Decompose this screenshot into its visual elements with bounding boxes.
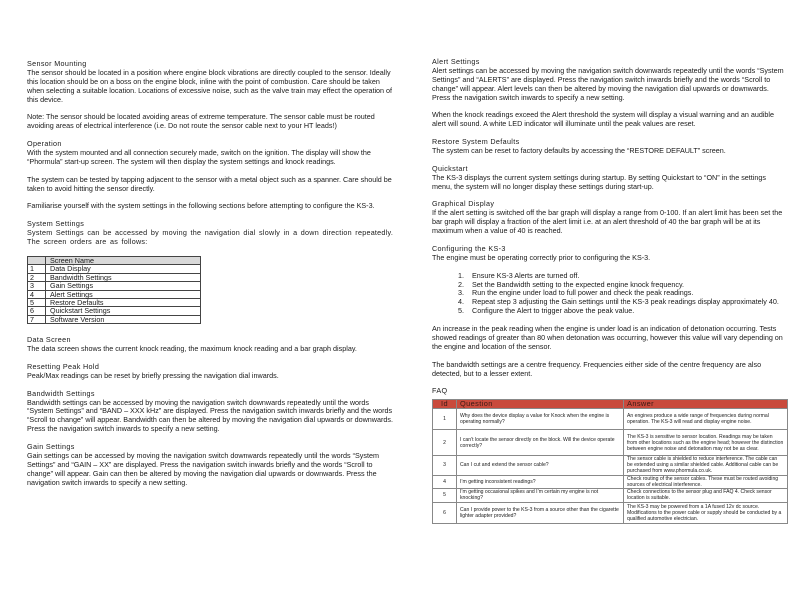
heading-alert-settings: Alert Settings	[432, 57, 480, 66]
paragraph: Gain settings can be accessed by moving the navigation switch downwards repeatedly until the words “System Settings” and “GAIN – XX” are displayed. Press the navigation switch inwards briefly and the words “Scroll to change” will appear. Gain can then be altered by moving the navigation dial upwards or downwards. Press the navigation switch inwards to specify a new setting.	[27, 450, 379, 487]
screen-name: Quickstart Settings	[46, 307, 201, 315]
faq-id: 6	[433, 502, 457, 523]
section-graphical-display	[432, 200, 787, 236]
paragraph: With the system mounted and all connection securely made, switch on the ignition. The display will show the “Phormula” start-up screen. The system will then display the system settings and knock readings.	[27, 148, 371, 166]
faq-header-row	[433, 400, 788, 409]
heading-faq: FAQ	[432, 386, 448, 396]
table-row	[433, 502, 788, 523]
faq-id: 1	[433, 409, 457, 430]
faq-question: I’m getting inconsistent readings?	[457, 475, 624, 488]
paragraph: The system can be tested by tapping adjacent to the sensor with a metal object such as a spanner. Care should be taken to avoid hitting the sensor directly.	[27, 174, 392, 193]
paragraph: When the knock readings exceed the Alert threshold the system will display a visual warning and an audible alert will sound. A white LED indicator will illuminate until the peak values are reset.	[432, 110, 774, 129]
row-number: 6	[28, 307, 46, 315]
faq-question: I’m getting occasional spikes and I’m certain my engine is not knocking?	[457, 488, 624, 502]
table-row	[433, 430, 788, 456]
screen-name: Gain Settings	[46, 282, 201, 290]
heading-resetting-peak-hold: Resetting Peak Hold	[27, 361, 100, 371]
faq-header-question: Question	[457, 400, 624, 409]
paragraph: Bandwidth settings can be accessed by moving the navigation switch downwards repeatedly until the words “System Settings” and “BAND – XXX kHz” are displayed. Press the navigation switch inwards briefly and the words “Scroll to change” will appear. Bandwidth can then be altered by moving the navigation dial upwards or downwards. Press the navigation switch inwards to specify a new setting.	[27, 397, 393, 434]
section-operation	[27, 140, 395, 211]
faq-question: I can’t locate the sensor directly on the block. Will the device operate correctly?	[457, 430, 624, 456]
paragraph: The engine must be operating correctly prior to configuring the KS-3.	[432, 252, 651, 262]
paragraph-note: Note: The sensor should be located avoiding areas of extreme temperature. The sensor cable must be routed avoiding areas of electrical interference (i.e. Do not route the sensor cable next to your HT leads!)	[27, 112, 375, 131]
faq-table	[432, 399, 788, 523]
paragraph: An increase in the peak reading when the engine is under load is an indication of detonation occurring. Tests showed readings of greater than 80 when detonation was occurring, however this value will vary depending on the engine and location of the sensor.	[432, 324, 783, 351]
faq-id: 5	[433, 488, 457, 502]
paragraph: Familiarise yourself with the system settings in the following sections before attempting to configure the KS-3.	[27, 201, 375, 211]
section-bandwidth-settings	[27, 390, 395, 435]
heading-data-screen: Data Screen	[27, 335, 71, 345]
section-faq	[432, 387, 787, 523]
row-number: 1	[28, 265, 46, 273]
section-sensor-mounting	[27, 60, 395, 131]
section-system-settings	[27, 220, 395, 324]
section-resetting-peak-hold	[27, 363, 395, 381]
section-configuring	[432, 245, 787, 379]
faq-question: Can I provide power to the KS-3 from a source other than the cigarette lighter adapter provided?	[457, 502, 624, 523]
table-header-screen-name: Screen Name	[46, 256, 201, 264]
heading-system-settings: System Settings	[27, 219, 85, 229]
screen-name: Restore Defaults	[46, 298, 201, 306]
faq-answer: An engines produce a wide range of frequencies during normal operation. The KS-3 will read and display engine noise.	[624, 409, 788, 430]
row-number: 2	[28, 273, 46, 281]
table-row	[433, 475, 788, 488]
table-row	[28, 315, 201, 323]
heading-operation: Operation	[27, 139, 62, 149]
section-gain-settings	[27, 443, 395, 488]
table-row	[433, 456, 788, 475]
section-quickstart	[432, 165, 787, 192]
list-item: 5. Configure the Alert to trigger above the peak value.	[466, 307, 787, 316]
table-row	[28, 265, 201, 273]
table-row	[433, 409, 788, 430]
section-restore-defaults	[432, 138, 787, 156]
paragraph: The bandwidth settings are a centre frequency. Frequencies either side of the centre frequency are also detected, but to a lesser extent.	[432, 359, 762, 378]
faq-answer: The sensor cable is shielded to reduce interference. The cable can be extended using a similar shielded cable. Additional cable can be purchased from www.phormula.co.uk.	[624, 456, 788, 475]
paragraph: Alert settings can be accessed by moving the navigation switch downwards repeatedly until the words “System Settings” and “ALERTS” are displayed. Press the navigation switch inwards briefly and the words “Scroll to change” will appear. Alert levels can then be altered by moving the navigation dial upwards or downwards. Press the navigation switch inwards to specify a new setting.	[432, 65, 784, 102]
faq-question: Can I cut and extend the sensor cable?	[457, 456, 624, 475]
faq-id: 2	[433, 430, 457, 456]
table-row	[28, 282, 201, 290]
list-item: 1. Ensure KS-3 Alerts are turned off.	[466, 272, 787, 281]
paragraph: The system can be reset to factory defaults by accessing the “RESTORE DEFAULT” screen.	[432, 146, 726, 156]
row-number: 7	[28, 315, 46, 323]
right-column	[432, 58, 787, 533]
screen-name: Bandwidth Settings	[46, 273, 201, 281]
heading-graphical-display: Graphical Display	[432, 199, 495, 209]
paragraph: The sensor should be located in a position where engine block vibrations are directly coupled to the sensor. Ideally this location should be on a boss on the engine block, inline with the point of combustion. Care should be taken when selecting a suitable location. Locations of excessive noise, such as the valve train may effect the operation of this device.	[27, 67, 393, 104]
list-item: 3. Run the engine under load to full power and check the peak readings.	[466, 289, 787, 298]
faq-answer: Check routing of the sensor cables. These must be routed avoiding sources of electrical interference.	[624, 475, 788, 488]
row-number: 4	[28, 290, 46, 298]
left-column	[27, 60, 395, 496]
paragraph: Peak/Max readings can be reset by briefly pressing the navigation dial inwards.	[27, 370, 279, 380]
faq-id: 4	[433, 475, 457, 488]
heading-configuring: Configuring the KS-3	[432, 243, 506, 253]
screen-name: Alert Settings	[46, 290, 201, 298]
paragraph: If the alert setting is switched off the bar graph will display a range from 0-100. If an alert limit has been set the bar graph will display a fraction of the alert limit i.e. at an alert threshold of 40 the bar graph will be at its maximum when a value of 40 is reached.	[432, 208, 783, 236]
configuration-steps	[432, 272, 787, 317]
screen-name: Software Version	[46, 315, 201, 323]
heading-gain-settings: Gain Settings	[27, 442, 75, 452]
faq-id: 3	[433, 456, 457, 475]
faq-question: Why does the device display a value for Knock when the engine is operating normally?	[457, 409, 624, 430]
list-item: 2. Set the Bandwidth setting to the expected engine knock frequency.	[466, 281, 787, 290]
paragraph: The data screen shows the current knock reading, the maximum knock reading and a bar graph display.	[27, 344, 357, 354]
section-alert-settings	[432, 58, 787, 129]
faq-answer: The KS-3 may be powered from a 1A fused 12v dc source. Modifications to the power cable or supply should be conducted by a qualified automotive electrician.	[624, 502, 788, 523]
faq-header-id: Id	[433, 400, 457, 409]
faq-answer: The KS-3 is sensitive to sensor location. Readings may be taken from other locations such as the engine head; however the distinction between engine noise and detonation may not be as clear.	[624, 430, 788, 456]
section-data-screen	[27, 336, 395, 354]
row-number: 5	[28, 298, 46, 306]
screen-order-table	[27, 256, 201, 324]
list-item: 4. Repeat step 3 adjusting the Gain settings until the KS-3 peak readings display approximately 40.	[466, 298, 787, 307]
table-row	[433, 488, 788, 502]
heading-bandwidth-settings: Bandwidth Settings	[27, 388, 95, 398]
heading-restore-defaults: Restore System Defaults	[432, 137, 520, 147]
row-number: 3	[28, 282, 46, 290]
heading-sensor-mounting: Sensor Mounting	[27, 59, 87, 68]
faq-header-answer: Answer	[624, 400, 788, 409]
paragraph: The KS-3 displays the current system settings during startup. By setting Quickstart to “ON” in the settings menu, the system will no longer display these settings during start-up.	[432, 172, 766, 191]
screen-name: Data Display	[46, 265, 201, 273]
faq-answer: Check connections to the sensor plug and FAQ 4. Check sensor location is suitable.	[624, 488, 788, 502]
heading-quickstart: Quickstart	[432, 163, 468, 173]
paragraph: System Settings can be accessed by moving the navigation dial slowly in a down direction repeatedly. The screen orders are as follows:	[27, 228, 394, 247]
